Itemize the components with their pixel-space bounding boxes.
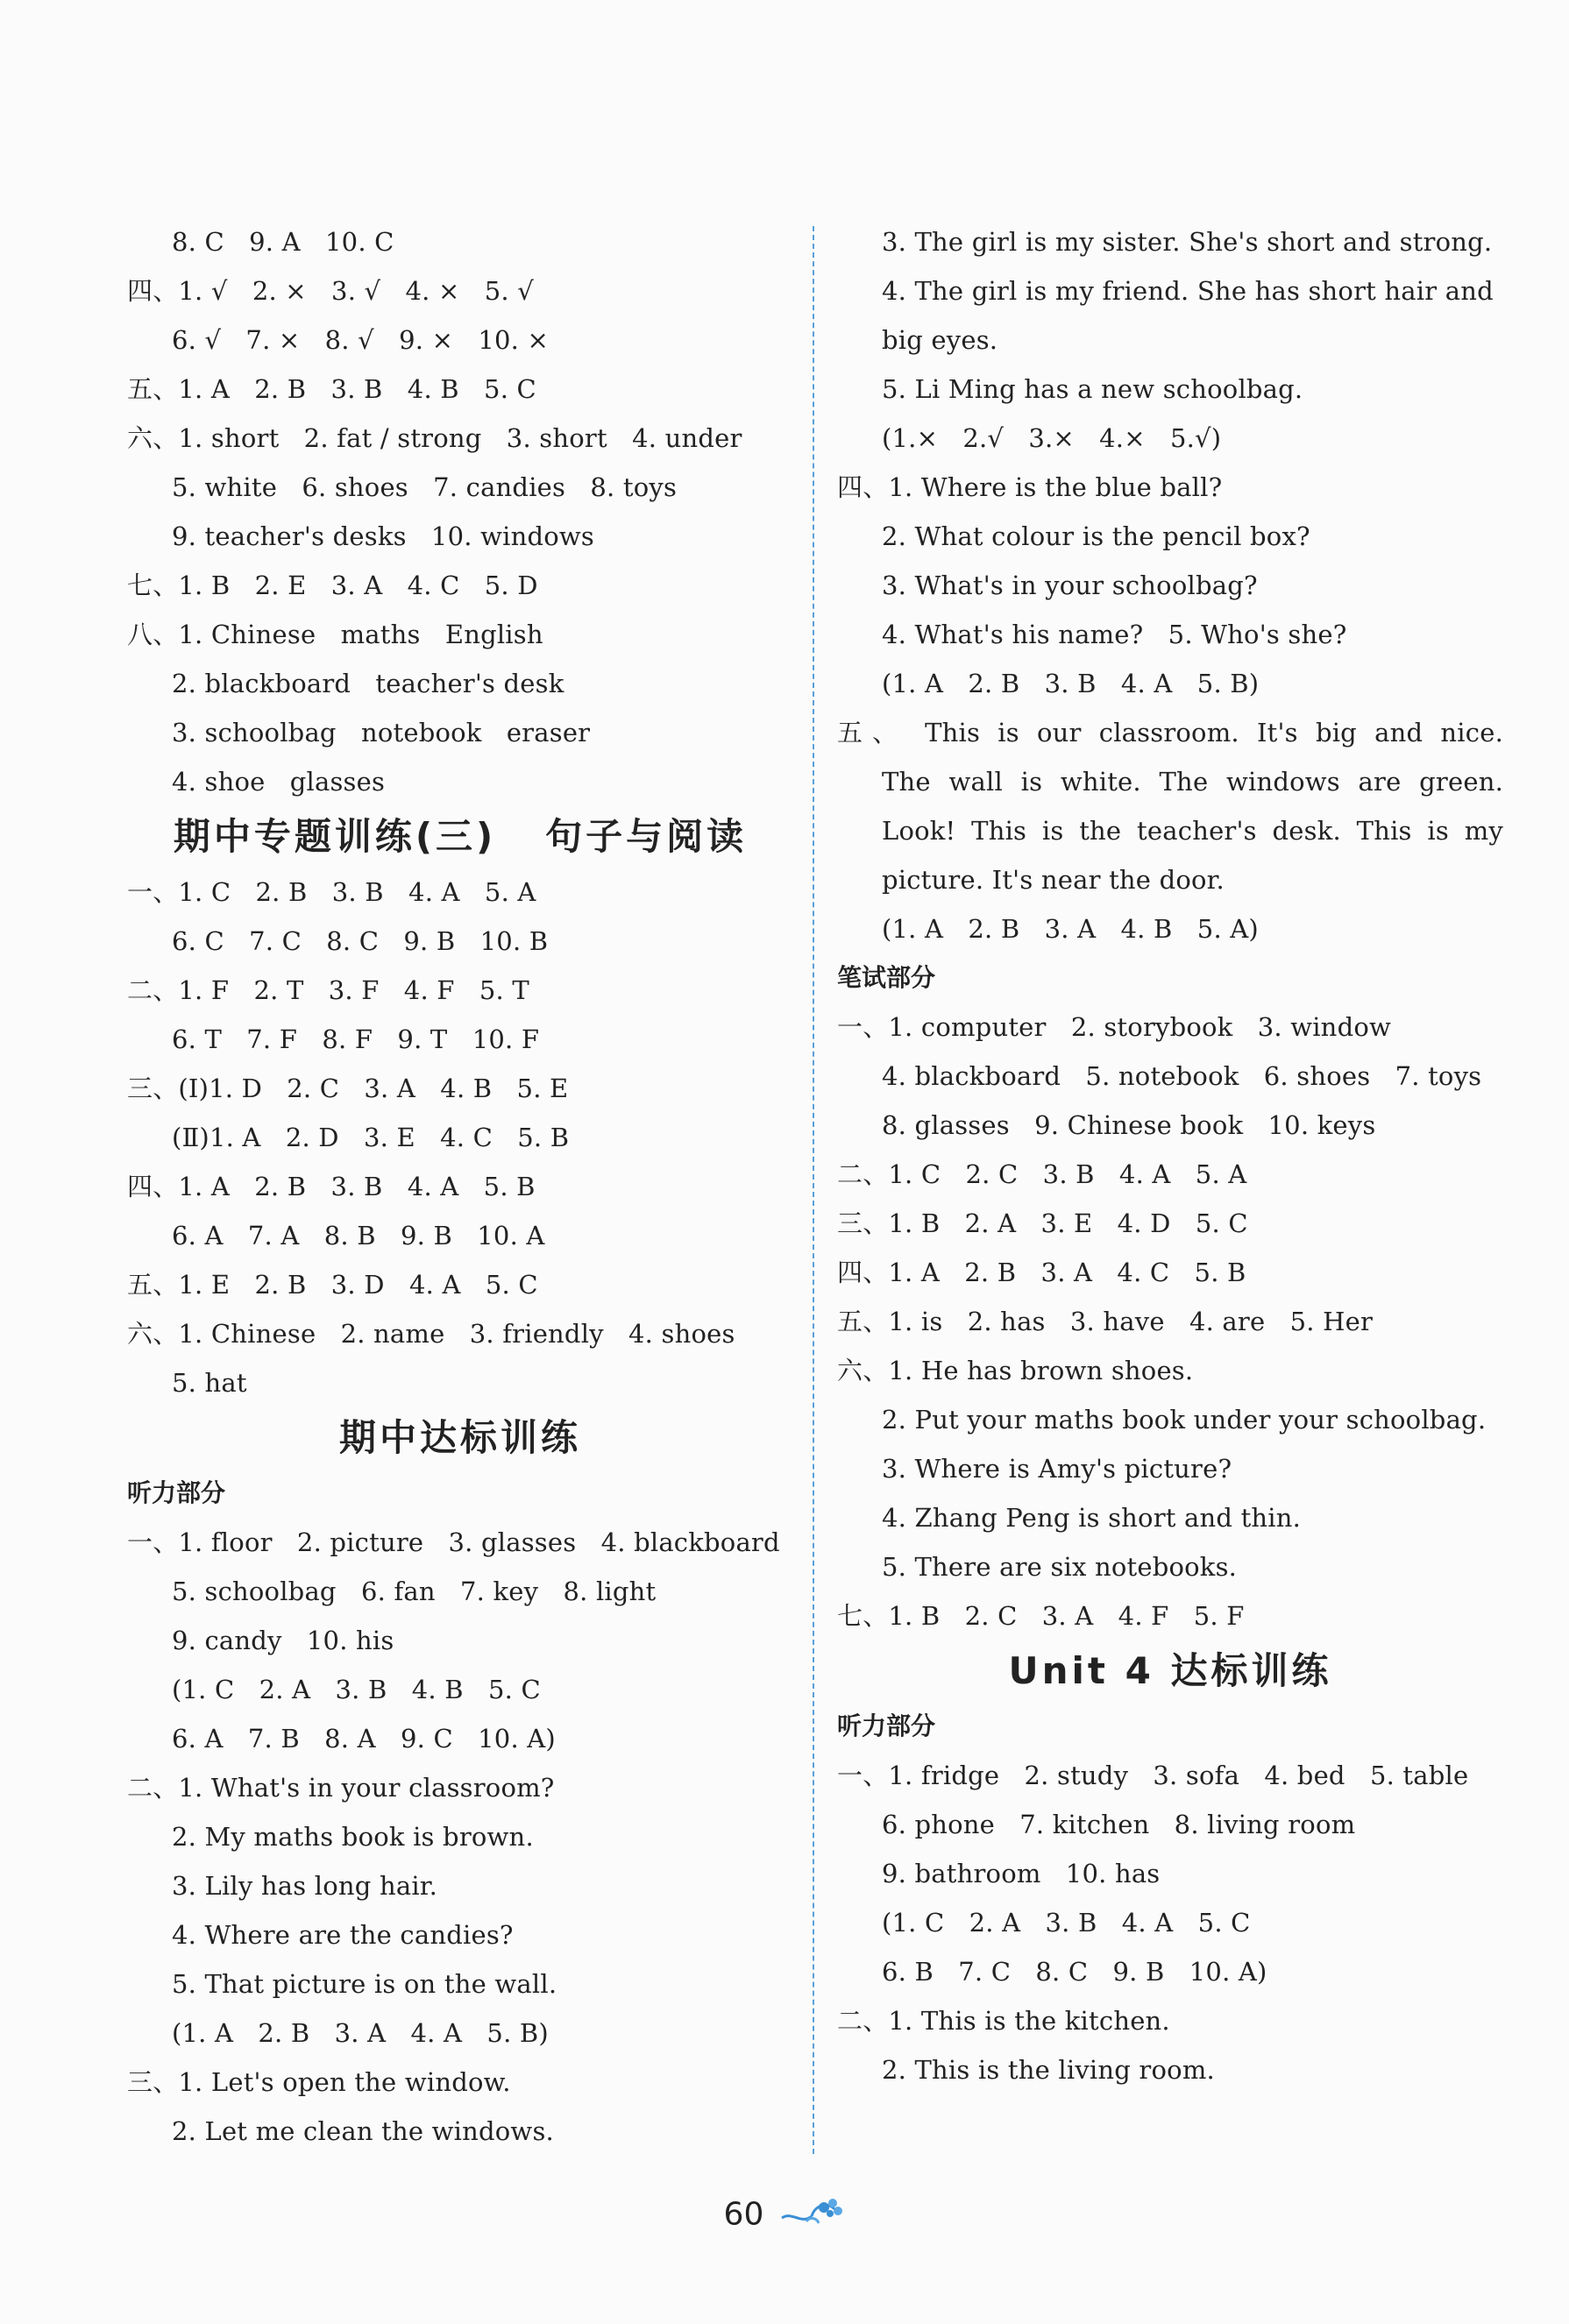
answer-line: 4. blackboard 5. notebook 6. shoes 7. toys <box>882 1061 1482 1091</box>
answer-line: 5. schoolbag 6. fan 7. key 8. light <box>172 1576 657 1606</box>
subsection-label: 听力部分 <box>837 1711 936 1740</box>
answer-line: 二、1. This is the kitchen. <box>837 2006 1170 2036</box>
answer-line: 8. C 9. A 10. C <box>172 227 394 257</box>
answer-line: 五、1. is 2. has 3. have 4. are 5. Her <box>837 1307 1374 1336</box>
answer-line: 七、1. B 2. C 3. A 4. F 5. F <box>837 1601 1245 1631</box>
answer-line: 2. Put your maths book under your schoolbag. <box>882 1405 1487 1435</box>
answer-line: 9. bathroom 10. has <box>882 1859 1161 1888</box>
answer-line: 四、1. Where is the blue ball? <box>837 472 1223 502</box>
answer-line: picture. It's near the door. <box>882 865 1225 895</box>
answer-line: 6. T 7. F 8. F 9. T 10. F <box>172 1024 540 1054</box>
flower-swirl-icon <box>780 2195 845 2234</box>
answer-line: (1.× 2.√ 3.× 4.× 5.√) <box>882 423 1222 453</box>
answer-line: 四、1. √ 2. × 3. √ 4. × 5. √ <box>127 276 534 306</box>
answer-line: 6. C 7. C 8. C 9. B 10. B <box>172 926 549 956</box>
answer-line: 一、1. floor 2. picture 3. glasses 4. blackboard <box>127 1527 780 1557</box>
answer-line: 6. √ 7. × 8. √ 9. × 10. × <box>172 325 549 355</box>
answer-line: 6. B 7. C 8. C 9. B 10. A) <box>882 1957 1267 1987</box>
answer-line: 六、1. Chinese 2. name 3. friendly 4. shoes <box>127 1319 735 1349</box>
answer-line: 3. Lily has long hair. <box>172 1871 438 1901</box>
left-column <box>127 217 793 2156</box>
answer-line: 3. The girl is my sister. She's short and strong. <box>882 227 1493 257</box>
answer-line: 2. This is the living room. <box>882 2055 1215 2085</box>
paragraph-line: Look! This is the teacher's desk. This is my <box>882 816 1503 846</box>
answer-line: 三、1. B 2. A 3. E 4. D 5. C <box>837 1208 1248 1238</box>
answer-line: 6. A 7. A 8. B 9. B 10. A <box>172 1221 545 1251</box>
answer-line: (1. A 2. B 3. A 4. B 5. A) <box>882 914 1259 944</box>
answer-line: 六、1. He has brown shoes. <box>837 1356 1194 1385</box>
paragraph-line: The wall is white. The windows are green. <box>882 767 1503 797</box>
answer-line: 5. white 6. shoes 7. candies 8. toys <box>172 472 678 502</box>
answer-line: 3. Where is Amy's picture? <box>882 1454 1232 1484</box>
answer-line: 9. candy 10. his <box>172 1626 394 1655</box>
answer-line: 一、1. fridge 2. study 3. sofa 4. bed 5. table <box>837 1761 1469 1790</box>
section-heading: Unit 4 达标训练 <box>1008 1649 1332 1692</box>
answer-line: 5. That picture is on the wall. <box>172 1969 557 1999</box>
paragraph-line: 五、 This is our classroom. It's big and nice. <box>837 718 1503 748</box>
answer-line: (1. C 2. A 3. B 4. A 5. C <box>882 1908 1251 1938</box>
page-footer <box>0 2195 1569 2234</box>
answer-line: 4. The girl is my friend. She has short hair and <box>882 276 1494 306</box>
answer-line: 2. blackboard teacher's desk <box>172 669 564 698</box>
answer-line: 4. What's his name? 5. Who's she? <box>882 620 1347 649</box>
answer-line: 四、1. A 2. B 3. B 4. A 5. B <box>127 1172 536 1201</box>
answer-line: 3. schoolbag notebook eraser <box>172 718 591 748</box>
answer-line: 五、1. A 2. B 3. B 4. B 5. C <box>127 374 536 404</box>
answer-line: 六、1. short 2. fat / strong 3. short 4. under <box>127 423 742 453</box>
answer-line: 二、1. What's in your classroom? <box>127 1773 555 1803</box>
section-heading: 期中专题训练(三) 句子与阅读 <box>173 815 748 858</box>
answer-line: 4. Zhang Peng is short and thin. <box>882 1503 1302 1533</box>
answer-line: 二、1. F 2. T 3. F 4. F 5. T <box>127 975 529 1005</box>
answer-line: 4. Where are the candies? <box>172 1920 514 1950</box>
right-column <box>837 217 1503 2094</box>
answer-line: 3. What's in your schoolbag? <box>882 570 1258 600</box>
answer-line: (1. A 2. B 3. A 4. A 5. B) <box>172 2018 549 2048</box>
answer-line: 2. Let me clean the windows. <box>172 2116 554 2146</box>
answer-line: 5. Li Ming has a new schoolbag. <box>882 374 1303 404</box>
answer-line: 七、1. B 2. E 3. A 4. C 5. D <box>127 570 538 600</box>
answer-line: 五、1. E 2. B 3. D 4. A 5. C <box>127 1270 538 1300</box>
answer-line: 8. glasses 9. Chinese book 10. keys <box>882 1110 1376 1140</box>
answer-line: 三、(Ⅰ)1. D 2. C 3. A 4. B 5. E <box>127 1073 569 1103</box>
answer-line: 二、1. C 2. C 3. B 4. A 5. A <box>837 1159 1247 1189</box>
answer-line: 一、1. C 2. B 3. B 4. A 5. A <box>127 877 536 907</box>
answer-line: 4. shoe glasses <box>172 767 386 797</box>
subsection-label: 笔试部分 <box>837 963 936 992</box>
page-number: 60 <box>723 2196 764 2233</box>
answer-line: (1. A 2. B 3. B 4. A 5. B) <box>882 669 1260 698</box>
section-heading: 期中达标训练 <box>338 1416 581 1459</box>
column-divider <box>813 226 814 2154</box>
answer-line: 八、1. Chinese maths English <box>127 620 543 649</box>
subsection-label: 听力部分 <box>127 1478 226 1507</box>
answer-line: (1. C 2. A 3. B 4. B 5. C <box>172 1675 541 1704</box>
answer-line: 9. teacher's desks 10. windows <box>172 521 594 551</box>
answer-line: 四、1. A 2. B 3. A 4. C 5. B <box>837 1258 1246 1287</box>
answer-line: 2. My maths book is brown. <box>172 1822 534 1852</box>
answer-line: big eyes. <box>882 325 998 355</box>
answer-line: 5. hat <box>172 1368 247 1398</box>
answer-line: 6. phone 7. kitchen 8. living room <box>882 1810 1356 1839</box>
answer-line: 6. A 7. B 8. A 9. C 10. A) <box>172 1724 556 1754</box>
answer-line: 2. What colour is the pencil box? <box>882 521 1310 551</box>
answer-line: 5. There are six notebooks. <box>882 1552 1238 1582</box>
answer-line: (Ⅱ)1. A 2. D 3. E 4. C 5. B <box>172 1123 570 1152</box>
answer-line: 一、1. computer 2. storybook 3. window <box>837 1012 1392 1042</box>
answer-line: 三、1. Let's open the window. <box>127 2067 511 2097</box>
